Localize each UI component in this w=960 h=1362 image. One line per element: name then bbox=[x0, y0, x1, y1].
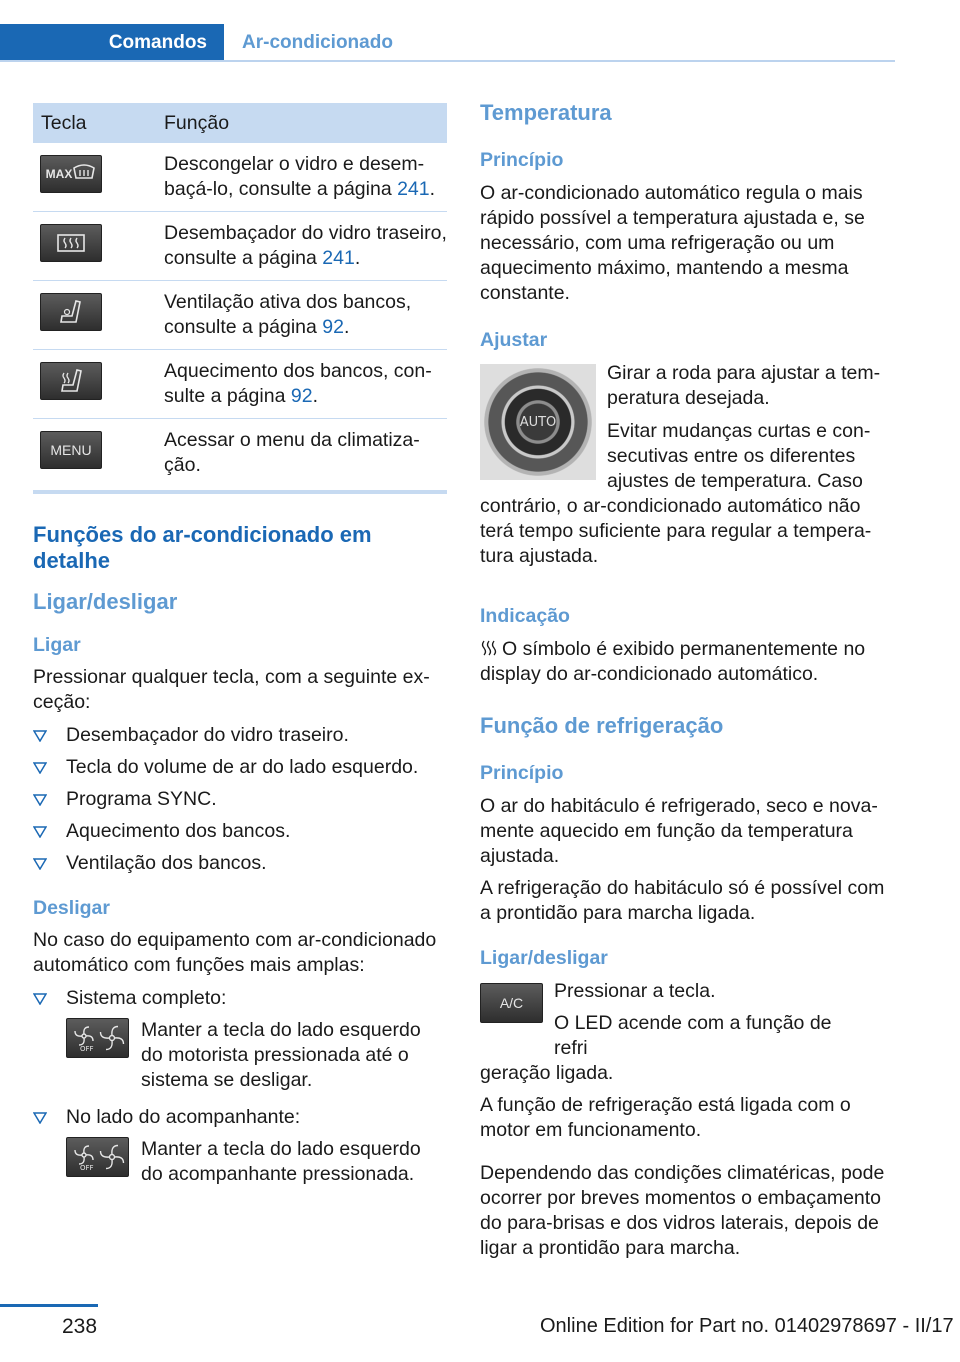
bullet-triangle-icon bbox=[33, 730, 47, 742]
off-text: No caso do equipamento com ar-condicionado automático com funções mais amplas: bbox=[33, 929, 437, 976]
heading-onoff: Ligar/desligar bbox=[33, 589, 178, 614]
max-defrost-icon: MAX bbox=[40, 155, 102, 193]
adjust-warning-cont: contrário, o ar-condicionado automático não terá tempo suficiente para regular a temperatura ajustada. bbox=[480, 495, 872, 567]
page-number: 238 bbox=[62, 1315, 98, 1338]
note-text: O símbolo é exibido permanentemente no display do ar-condicionado automático. bbox=[480, 638, 866, 685]
seat-heating-icon bbox=[40, 362, 102, 400]
heading-cooling: Função de refrigeração bbox=[480, 713, 724, 738]
heading-on: Ligar bbox=[33, 634, 81, 656]
row-text: Ventilação ativa dos bancos, consulte a página bbox=[164, 291, 412, 338]
page-link[interactable]: 92 bbox=[290, 385, 313, 407]
heading-note: Indicação bbox=[480, 605, 570, 627]
principle-text: O ar-condicionado automático regula o mais rápido possível a temperatura ajustada e, se necessário, com uma refrigeração ou um aquecimento máximo, mantendo a mesma constante. bbox=[480, 182, 865, 304]
table-row: MAX Descongelar o vidro e desembaçá-lo, consulte a página 241. bbox=[33, 143, 447, 212]
off-detail: Manter a tecla do lado esquerdo do motorista pressionada até o sistema se desligar. bbox=[141, 1019, 421, 1091]
table-header-function: Função bbox=[164, 103, 447, 143]
page-link[interactable]: 241 bbox=[397, 178, 430, 200]
tab-ar-condicionado[interactable]: Ar-condicionado bbox=[242, 32, 393, 53]
press-text: Pressionar a tecla. bbox=[554, 980, 716, 1002]
key-function-table bbox=[33, 103, 447, 494]
list-item: Desembaçador do vidro traseiro. bbox=[33, 723, 447, 748]
list-item: No lado do acompanhante: OFF Manter a tecla do lado esquerdo do acompanhante pressionada. bbox=[33, 1105, 447, 1187]
bullet-triangle-icon bbox=[33, 993, 47, 1005]
footer-divider bbox=[0, 1304, 98, 1307]
heading-details: Funções do ar-condicionado em detalhe bbox=[33, 522, 372, 573]
fan-off-key-icon bbox=[66, 1137, 129, 1177]
heading-off: Desligar bbox=[33, 897, 110, 919]
heading-principle: Princípio bbox=[480, 149, 564, 171]
list-item: Ventilação dos bancos. bbox=[33, 851, 447, 876]
bullet-triangle-icon bbox=[33, 762, 47, 774]
page-link[interactable]: 241 bbox=[322, 247, 355, 269]
off-detail: Manter a tecla do lado esquerdo do acompanhante pressionada. bbox=[141, 1138, 421, 1185]
edition-text: Online Edition for Part no. 01402978697 - II/17 bbox=[540, 1315, 954, 1337]
table-header-key: Tecla bbox=[33, 103, 164, 143]
on-text: Pressionar qualquer tecla, com a seguinte exceção: bbox=[33, 666, 430, 713]
led-text-cont: geração ligada. bbox=[480, 1062, 614, 1084]
cooling-text: O ar do habitáculo é refrigerado, seco e novamente aquecido em função da temperatura ajustada. bbox=[480, 795, 878, 867]
adjust-warning: Evitar mudanças curtas e consecutivas entre os diferentes ajustes de temperatura. Caso bbox=[607, 420, 871, 492]
chapter-header bbox=[0, 24, 895, 62]
page-link[interactable]: 92 bbox=[322, 316, 344, 338]
table-row: Desembaçador do vidro traseiro, consulte a página 241. bbox=[33, 212, 447, 281]
table-row: Ventilação ativa dos bancos, consulte a página 92. bbox=[33, 281, 447, 350]
menu-key-icon: MENU bbox=[40, 431, 102, 469]
list-item: Programa SYNC. bbox=[33, 787, 447, 812]
ac-key-icon: A/C bbox=[480, 983, 543, 1023]
adjust-text: Girar a roda para ajustar a temperatura desejada. bbox=[607, 362, 881, 409]
right-column bbox=[480, 100, 898, 1261]
row-text: Desembaçador do vidro traseiro, consulte a página bbox=[164, 222, 447, 269]
temperature-knob: AUTO bbox=[480, 364, 596, 480]
table-row bbox=[33, 419, 447, 493]
heading-temperature: Temperatura bbox=[480, 100, 612, 125]
row-text: Acessar o menu da climatização. bbox=[164, 429, 420, 476]
rear-defrost-icon bbox=[40, 224, 102, 262]
off-list bbox=[33, 986, 447, 1187]
tab-comandos[interactable]: Comandos bbox=[0, 24, 224, 62]
heading-adjust: Ajustar bbox=[480, 329, 548, 351]
bullet-triangle-icon bbox=[33, 826, 47, 838]
led-text: O LED acende com a função de refri bbox=[554, 1012, 832, 1059]
list-item: Aquecimento dos bancos. bbox=[33, 819, 447, 844]
heading-principle-2: Princípio bbox=[480, 762, 564, 784]
fan-off-key-icon bbox=[66, 1018, 129, 1058]
running-text: A função de refrigeração está ligada com o motor em funcionamento. bbox=[480, 1094, 851, 1141]
seat-ventilation-icon bbox=[40, 293, 102, 331]
row-text: Aquecimento dos bancos, consulte a página bbox=[164, 360, 432, 407]
svg-text:OFF: OFF bbox=[79, 1045, 94, 1053]
header-divider bbox=[0, 60, 895, 62]
heading-onoff-2: Ligar/desligar bbox=[480, 947, 608, 969]
svg-text:OFF: OFF bbox=[79, 1164, 94, 1172]
bullet-triangle-icon bbox=[33, 858, 47, 870]
cooling-availability-text: A refrigeração do habitáculo só é possível com a prontidão para marcha ligada. bbox=[480, 877, 885, 924]
bullet-triangle-icon bbox=[33, 1112, 47, 1124]
table-row: Aquecimento dos bancos, consulte a página 92. bbox=[33, 350, 447, 419]
row-text: Descongelar o vidro e desembaçá-lo, consulte a página bbox=[164, 153, 425, 200]
list-item: Sistema completo: OFF Manter a tecla do lado esquerdo do motorista pressionada até o sistema se desligar. bbox=[33, 986, 447, 1093]
left-column bbox=[33, 103, 447, 1194]
rear-defrost-symbol-icon bbox=[480, 639, 498, 657]
exception-list bbox=[33, 723, 447, 876]
fog-text: Dependendo das condições climatéricas, pode ocorrer por breves momentos o embaçamento do para-brisas e dos vidros laterais, depois de ligar a prontidão para marcha. bbox=[480, 1162, 885, 1259]
bullet-triangle-icon bbox=[33, 794, 47, 806]
list-item: Tecla do volume de ar do lado esquerdo. bbox=[33, 755, 447, 780]
